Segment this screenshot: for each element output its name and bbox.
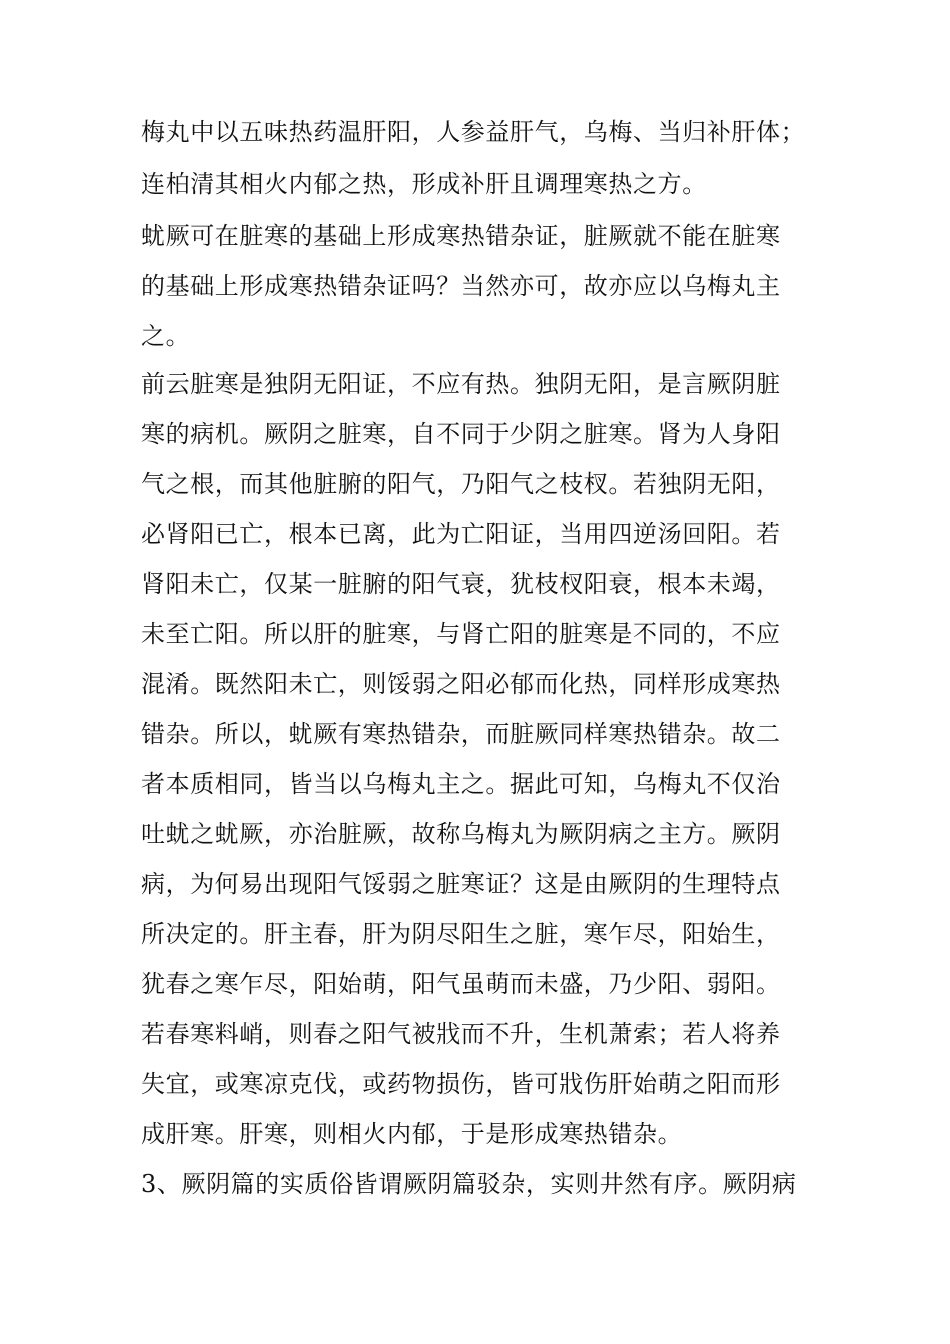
text-line: 所决定的。肝主春，肝为阴尽阳生之脏，寒乍尽，阳始生， xyxy=(141,920,781,948)
text-line: 前云脏寒是独阴无阳证，不应有热。独阴无阳，是言厥阴脏 xyxy=(141,370,781,398)
text-line: 者本质相同，皆当以乌梅丸主之。据此可知，乌梅丸不仅治 xyxy=(141,770,781,798)
text-line: 失宜，或寒凉克伐，或药物损伤，皆可戕伤肝始萌之阳而形 xyxy=(141,1070,781,1098)
text-line: 必肾阳已亡，根本已离，此为亡阳证，当用四逆汤回阳。若 xyxy=(141,520,781,548)
text-line: 肾阳未亡，仅某一脏腑的阳气衰，犹枝杈阳衰，根本未竭， xyxy=(141,570,781,598)
text-line: 错杂。所以，蚘厥有寒热错杂，而脏厥同样寒热错杂。故二 xyxy=(141,720,781,748)
text-line: 混淆。既然阳未亡，则馁弱之阳必郁而化热，同样形成寒热 xyxy=(141,670,781,698)
text-line: 气之根，而其他脏腑的阳气，乃阳气之枝杈。若独阴无阳， xyxy=(141,470,781,498)
text-line: 寒的病机。厥阴之脏寒，自不同于少阴之脏寒。肾为人身阳 xyxy=(141,420,781,448)
text-line: 病，为何易出现阳气馁弱之脏寒证？这是由厥阴的生理特点 xyxy=(141,870,781,898)
text-line: 之。 xyxy=(141,322,191,350)
text-line: 3、厥阴篇的实质俗皆谓厥阴篇驳杂，实则井然有序。厥阴病 xyxy=(141,1170,797,1198)
text-line: 连柏清其相火内郁之热，形成补肝且调理寒热之方。 xyxy=(141,170,707,198)
text-line: 若春寒料峭，则春之阳气被戕而不升，生机萧索；若人将养 xyxy=(141,1020,781,1048)
text-line: 的基础上形成寒热错杂证吗？当然亦可，故亦应以乌梅丸主 xyxy=(141,272,781,300)
text-line: 吐蚘之蚘厥，亦治脏厥，故称乌梅丸为厥阴病之主方。厥阴 xyxy=(141,820,781,848)
text-line: 犹春之寒乍尽，阳始萌，阳气虽萌而未盛，乃少阳、弱阳。 xyxy=(141,970,781,998)
text-line: 未至亡阳。所以肝的脏寒，与肾亡阳的脏寒是不同的，不应 xyxy=(141,620,781,648)
text-line: 成肝寒。肝寒，则相火内郁，于是形成寒热错杂。 xyxy=(141,1120,683,1148)
text-line: 蚘厥可在脏寒的基础上形成寒热错杂证，脏厥就不能在脏寒 xyxy=(141,222,781,250)
text-line: 梅丸中以五味热药温肝阳，人参益肝气，乌梅、当归补肝体； xyxy=(141,118,806,146)
